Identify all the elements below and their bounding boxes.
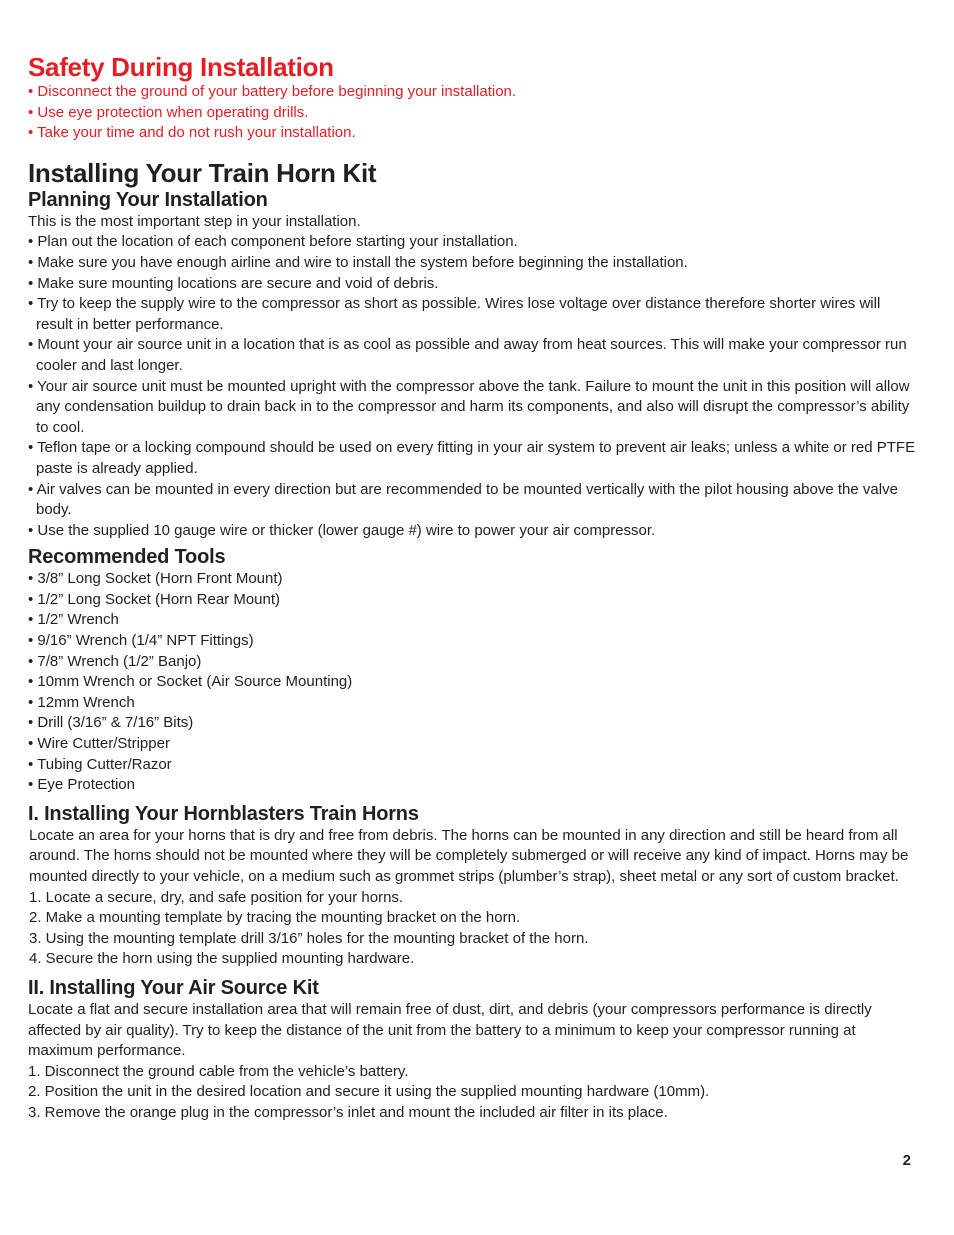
airsource-title: II. Installing Your Air Source Kit <box>28 976 319 999</box>
tool-item: • 10mm Wrench or Socket (Air Source Mounting) <box>28 673 353 691</box>
horns-paragraph: Locate an area for your horns that is dry and free from debris. The horns can be mounted in any direction and still be heard from all around. The horns should not be mounted where they will be completely submerged or will receive any kind of impact. Horns may be mounted directly to your vehicle, on a medium such as grommet strips (plumber’s strap), sheet metal or any sort of custom bracket. <box>29 826 909 885</box>
planning-item: • Plan out the location of each component before starting your installation. <box>28 233 518 251</box>
planning-item: • Teflon tape or a locking compound should be used on every fitting in your air system to prevent air leaks; unless a white or red PTFE paste is already applied. <box>28 439 916 477</box>
tool-item: • Eye Protection <box>28 776 135 794</box>
safety-item: • Disconnect the ground of your battery before beginning your installation. <box>28 83 517 100</box>
planning-item: • Your air source unit must be mounted upright with the compressor above the tank. Failure to mount the unit in this position will allow any condensation buildup to drain back in to the compressor and harm its components, and also will disrupt the compressor’s ability to cool. <box>28 377 910 436</box>
safety-item: • Use eye protection when operating drills. <box>28 103 309 121</box>
airsource-step: 1. Disconnect the ground cable from the vehicle’s battery. <box>28 1062 409 1080</box>
tool-item: • 1/2” Wrench <box>28 611 119 629</box>
planning-title: Planning Your Installation <box>28 188 268 211</box>
horns-step: 3. Using the mounting template drill 3/16” holes for the mounting bracket of the horn. <box>29 929 589 947</box>
safety-item: • Take your time and do not rush your installation. <box>28 124 356 142</box>
horns-step: 1. Locate a secure, dry, and safe position for your horns. <box>29 888 404 906</box>
horns-step: 2. Make a mounting template by tracing the mounting bracket on the horn. <box>29 909 521 927</box>
planning-item: • Air valves can be mounted in every direction but are recommended to be mounted vertically with the pilot housing above the valve body. <box>28 480 898 519</box>
tool-item: • 1/2” Long Socket (Horn Rear Mount) <box>28 590 281 608</box>
tool-item: • Wire Cutter/Stripper <box>28 735 170 753</box>
tool-item: • 3/8” Long Socket (Horn Front Mount) <box>28 570 283 588</box>
installing-title: Installing Your Train Horn Kit <box>28 157 377 188</box>
planning-item: • Use the supplied 10 gauge wire or thicker (lower gauge #) wire to power your air compressor. <box>28 521 656 539</box>
page-content <box>28 52 920 1124</box>
tools-title: Recommended Tools <box>28 546 226 569</box>
horns-title: I. Installing Your Hornblasters Train Horns <box>28 802 419 825</box>
airsource-step: 3. Remove the orange plug in the compressor’s inlet and mount the included air filter in its place. <box>28 1103 668 1121</box>
horns-step: 4. Secure the horn using the supplied mounting hardware. <box>29 950 415 968</box>
tool-item: • Drill (3/16” & 7/16” Bits) <box>28 714 194 732</box>
tool-item: • Tubing Cutter/Razor <box>28 755 172 773</box>
tool-item: • 7/8” Wrench (1/2” Banjo) <box>28 652 202 670</box>
airsource-step: 2. Position the unit in the desired location and secure it using the supplied mounting hardware (10mm). <box>28 1083 710 1101</box>
planning-item: • Make sure mounting locations are secure and void of debris. <box>28 274 439 292</box>
page-number: 2 <box>902 1152 911 1169</box>
safety-title: Safety During Installation <box>28 52 334 82</box>
tool-item: • 9/16” Wrench (1/4” NPT Fittings) <box>28 632 254 650</box>
planning-intro: This is the most important step in your installation. <box>28 212 361 230</box>
planning-item: • Try to keep the supply wire to the compressor as short as possible. Wires lose voltage over distance therefore shorter wires will result in better performance. <box>28 295 881 333</box>
planning-item: • Mount your air source unit in a location that is as cool as possible and away from heat sources. This will make your compressor run cooler and last longer. <box>28 336 907 374</box>
planning-item: • Make sure you have enough airline and wire to install the system before beginning the installation. <box>28 253 688 271</box>
airsource-paragraph: Locate a flat and secure installation area that will remain free of dust, dirt, and debris (your compressors performance is directly affected by air quality). Try to keep the distance of the unit from the battery to a minimum to keep your compressor running at maximum performance. <box>28 1000 872 1060</box>
tool-item: • 12mm Wrench <box>28 693 135 711</box>
